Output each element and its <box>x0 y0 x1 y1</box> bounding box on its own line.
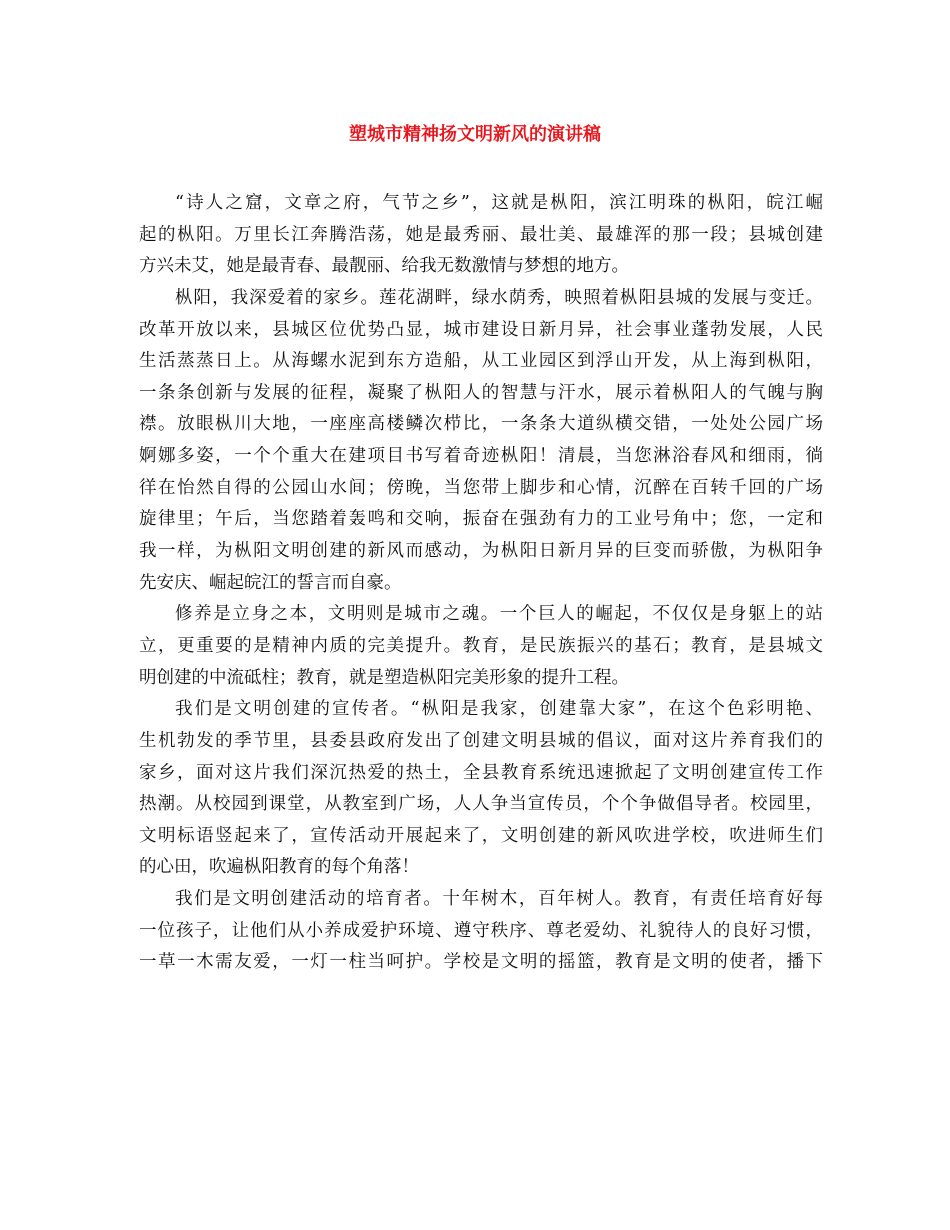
paragraph-2 <box>139 283 823 599</box>
text-line: 的心田，吹遍枞阳教育的每个角落！ <box>139 857 419 878</box>
text-line: 先安庆、崛起皖江的誓言而自豪。 <box>139 572 402 593</box>
text-line: 我们是文明创建的宣传者。“枞阳是我家，创建靠大家”，在这个色彩明艳、 <box>175 699 823 720</box>
text-line: 襟。放眼枞川大地，一座座高楼鳞次栉比，一条条大道纵横交错，一处处公园广场 <box>139 414 823 435</box>
text-line: 生活蒸蒸日上。从海螺水泥到东方造船，从工业园区到浮山开发，从上海到枞阳， <box>139 351 823 372</box>
text-line: 立，更重要的是精神内质的完美提升。教育，是民族振兴的基石；教育，是县城文 <box>139 635 823 656</box>
text-line: 家乡，面对这片我们深沉热爱的热土，全县教育系统迅速掀起了文明创建宣传工作 <box>139 762 823 783</box>
document-title: 塑城市精神扬文明新风的演讲稿 <box>349 124 601 145</box>
text-line: 修养是立身之本，文明则是城市之魂。一个巨人的崛起，不仅仅是身躯上的站 <box>175 604 823 625</box>
text-line: 改革开放以来，县城区位优势凸显，城市建设日新月异，社会事业蓬勃发展，人民 <box>139 319 823 340</box>
text-line: 婀娜多姿，一个个重大在建项目书写着奇迹枞阳！清晨，当您淋浴春风和细雨，徜 <box>139 446 823 467</box>
document-body <box>139 188 823 979</box>
text-line: 枞阳，我深爱着的家乡。莲花湖畔，绿水荫秀，映照着枞阳县城的发展与变迁。 <box>175 287 823 308</box>
text-line: 一条条创新与发展的征程，凝聚了枞阳人的智慧与汗水，展示着枞阳人的气魄与胸 <box>139 382 823 403</box>
text-line: 旋律里；午后，当您踏着轰鸣和交响，振奋在强劲有力的工业号角中；您，一定和 <box>139 509 823 530</box>
text-line: 起的枞阳。万里长江奔腾浩荡，她是最秀丽、最壮美、最雄浑的那一段；县城创建 <box>139 224 823 245</box>
text-line: 明创建的中流砥柱；教育，就是塑造枞阳完美形象的提升工程。 <box>139 667 629 688</box>
paragraph-5 <box>139 884 823 979</box>
text-line: 方兴未艾，她是最青春、最靓丽、给我无数激情与梦想的地方。 <box>139 256 629 277</box>
text-line: 热潮。从校园到课堂，从教室到广场，人人争当宣传员，个个争做倡导者。校园里， <box>139 794 823 815</box>
text-line: 我们是文明创建活动的培育者。十年树木，百年树人。教育，有责任培育好每 <box>175 889 823 910</box>
text-line: 文明标语竖起来了，宣传活动开展起来了，文明创建的新风吹进学校，吹进师生们 <box>139 825 823 846</box>
paragraph-3 <box>139 599 823 694</box>
text-line: 一草一木需友爱，一灯一柱当呵护。学校是文明的摇篮，教育是文明的使者，播下 <box>139 952 823 973</box>
text-line: 徉在怡然自得的公园山水间；傍晚，当您带上脚步和心情，沉醉在百转千回的广场 <box>139 477 823 498</box>
paragraph-4 <box>139 694 823 884</box>
text-line: 我一样，为枞阳文明创建的新风而感动，为枞阳日新月异的巨变而骄傲，为枞阳争 <box>139 541 823 562</box>
text-line: 生机勃发的季节里，县委县政府发出了创建文明县城的倡议，面对这片养育我们的 <box>139 730 823 751</box>
paragraph-1 <box>139 188 823 283</box>
text-line: “诗人之窟，文章之府，气节之乡”，这就是枞阳，滨江明珠的枞阳，皖江崛 <box>175 193 823 213</box>
text-line: 一位孩子，让他们从小养成爱护环境、遵守秩序、尊老爱幼、礼貌待人的良好习惯， <box>139 920 823 941</box>
